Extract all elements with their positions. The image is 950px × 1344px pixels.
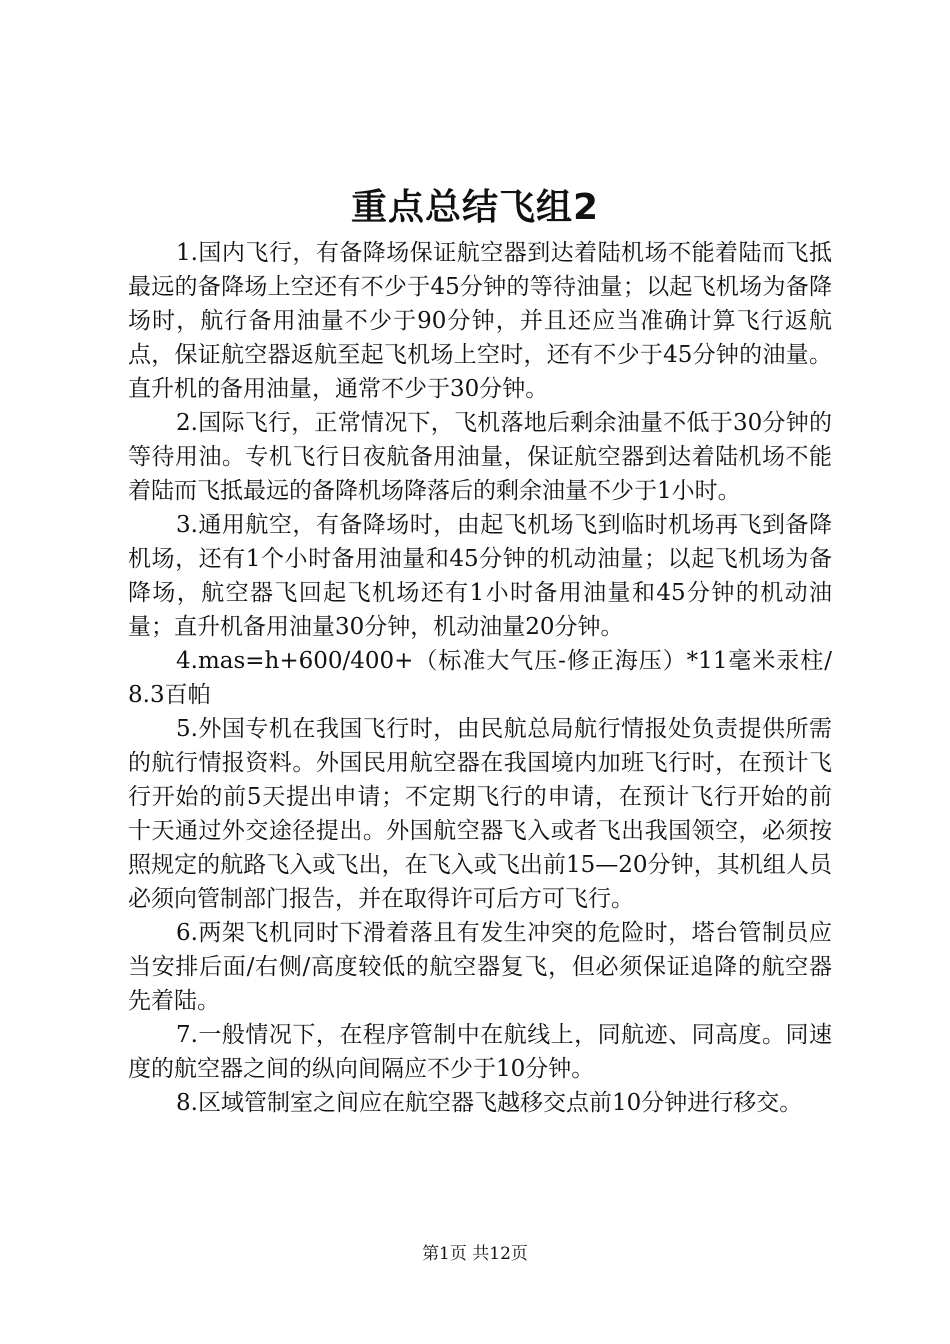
document-body	[128, 236, 832, 1120]
page-footer: 第1页 共12页	[422, 1244, 528, 1264]
paragraph-8: 8.区域管制室之间应在航空器飞越移交点前10分钟进行移交。	[176, 1090, 803, 1116]
paragraph-3: 3.通用航空，有备降场时，由起飞机场飞到临时机场再飞到备降机场，还有1个小时备用油量和45分钟的机动油量；以起飞机场为备降场，航空器飞回起飞机场还有1小时备用油量和45分钟的机动油量；直升机备用油量30分钟，机动油量20分钟。	[128, 512, 832, 640]
paragraph-7: 7.一般情况下，在程序管制中在航线上，同航迹、同高度。同速度的航空器之间的纵向间隔应不少于10分钟。	[128, 1022, 832, 1082]
document-title: 重点总结飞组2	[350, 187, 600, 228]
paragraph-5: 5.外国专机在我国飞行时，由民航总局航行情报处负责提供所需的航行情报资料。外国民用航空器在我国境内加班飞行时，在预计飞行开始的前5天提出申请；不定期飞行的申请，在预计飞行开始的前十天通过外交途径提出。外国航空器飞入或者飞出我国领空，必须按照规定的航路飞入或飞出，在飞入或飞出前15—20分钟，其机组人员必须向管制部门报告，并在取得许可后方可飞行。	[128, 716, 832, 912]
paragraph-2: 2.国际飞行，正常情况下，飞机落地后剩余油量不低于30分钟的等待用油。专机飞行日夜航备用油量，保证航空器到达着陆机场不能着陆而飞抵最远的备降机场降落后的剩余油量不少于1小时。	[128, 410, 832, 504]
paragraph-4: 4.mas=h+600/400+（标准大气压-修正海压）*11毫米汞柱/8.3百帕	[128, 648, 832, 708]
paragraph-1: 1.国内飞行，有备降场保证航空器到达着陆机场不能着陆而飞抵最远的备降场上空还有不少于45分钟的等待油量；以起飞机场为备降场时，航行备用油量不少于90分钟，并且还应当准确计算飞行返航点，保证航空器返航至起飞机场上空时，还有不少于45分钟的油量。直升机的备用油量，通常不少于30分钟。	[128, 240, 832, 402]
paragraph-6: 6.两架飞机同时下滑着落且有发生冲突的危险时，塔台管制员应当安排后面/右侧/高度较低的航空器复飞，但必须保证追降的航空器先着陆。	[128, 920, 832, 1014]
